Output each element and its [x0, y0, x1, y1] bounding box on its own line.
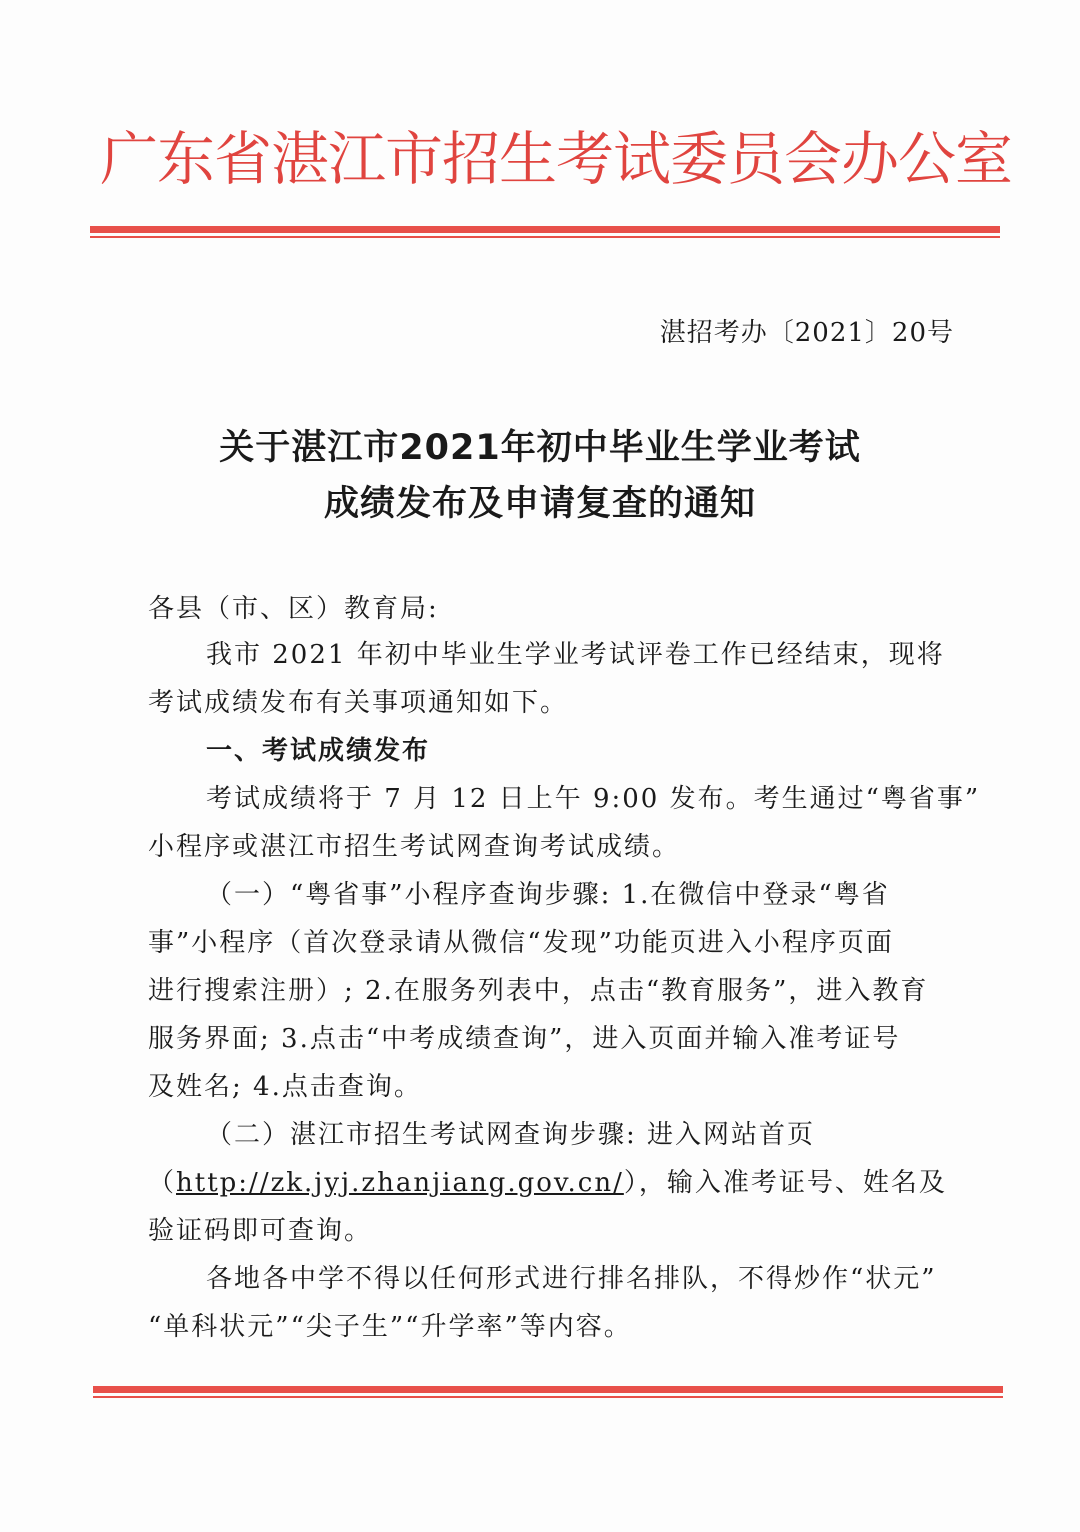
rule-thick-line — [93, 1386, 1003, 1393]
rule-thin-line — [90, 236, 1000, 238]
section-heading: 一、考试成绩发布 — [206, 736, 431, 766]
paragraph-2-line1: （一）“粤省事”小程序查询步骤: 1.在微信中登录“粤省 — [206, 880, 890, 910]
paragraph-3-line1: （二）湛江市招生考试网查询步骤: 进入网站首页 — [206, 1120, 816, 1150]
intro-paragraph-line1: 我市 2021 年初中毕业生学业考试评卷工作已经结束，现将 — [206, 640, 945, 670]
paragraph-2-line3: 进行搜索注册）; 2.在服务列表中，点击“教育服务”，进入教育 — [148, 976, 929, 1006]
paragraph-3-line2-rest: ），输入准考证号、姓名及 — [623, 1168, 947, 1198]
paragraph-2-line4: 服务界面; 3.点击“中考成绩查询”，进入页面并输入准考证号 — [148, 1024, 901, 1054]
paragraph-2-line5: 及姓名; 4.点击查询。 — [148, 1072, 422, 1102]
document-number: 湛招考办〔2021〕20号 — [659, 318, 954, 348]
masthead-red-rule — [90, 226, 1000, 240]
document-title-line1: 关于湛江市2021年初中毕业生学业考试 — [219, 428, 861, 468]
document-title-line2: 成绩发布及申请复查的通知 — [323, 484, 756, 524]
salutation: 各县（市、区）教育局: — [148, 594, 439, 624]
paragraph-1-line2: 小程序或湛江市招生考试网查询考试成绩。 — [148, 832, 681, 862]
rule-thin-line — [93, 1396, 1003, 1398]
open-paren: （ — [148, 1168, 177, 1198]
paragraph-4-line2: “单科状元”“尖子生”“升学率”等内容。 — [148, 1312, 632, 1342]
rule-thick-line — [90, 226, 1000, 233]
footer-red-rule — [93, 1386, 1003, 1400]
paragraph-2-line2: 事”小程序（首次登录请从微信“发现”功能页进入小程序页面 — [148, 928, 894, 958]
paragraph-4-line1: 各地各中学不得以任何形式进行排名排队，不得炒作“状元” — [206, 1264, 937, 1294]
website-link[interactable]: http://zk.jyj.zhanjiang.gov.cn/ — [176, 1168, 624, 1198]
issuer-masthead: 广东省湛江市招生考试委员会办公室 — [100, 125, 1013, 193]
intro-paragraph-line2: 考试成绩发布有关事项通知如下。 — [148, 688, 569, 718]
paragraph-1-line1: 考试成绩将于 7 月 12 日上午 9:00 发布。考生通过“粤省事” — [206, 784, 981, 814]
paragraph-3-line3: 验证码即可查询。 — [148, 1216, 373, 1246]
paragraph-3-line2 — [148, 1162, 947, 1199]
